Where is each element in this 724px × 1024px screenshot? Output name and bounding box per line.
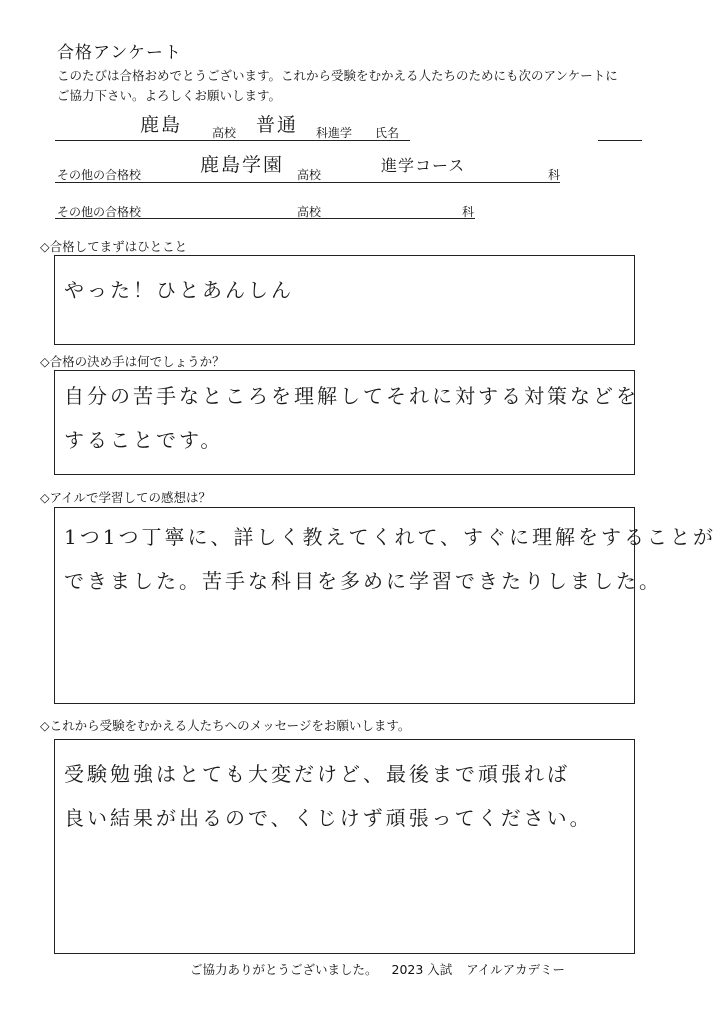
- question-1-label: ◇合格してまずはひとこと: [40, 239, 188, 254]
- intro-line-1: このたびは合格おめでとうございます。これから受験をむかえる人たちのためにも次のアンケートに: [57, 68, 618, 83]
- question-1-answer: やった！ひとあんしん: [64, 278, 294, 302]
- school-value: 鹿島: [140, 114, 183, 136]
- row2-underline: [55, 182, 560, 183]
- footer: [190, 960, 575, 978]
- other-school-suffix-1: 高校: [297, 168, 322, 182]
- footer-thanks: ご協力ありがとうございました。: [190, 962, 378, 977]
- row1-underline: [55, 140, 410, 141]
- footer-brand: アイルアカデミー: [466, 962, 566, 977]
- question-4-label: ◇これから受験をむかえる人たちへのメッセージをお願いします。: [40, 718, 411, 733]
- other-school-label-2: その他の合格校: [57, 205, 142, 219]
- other-school-suffix-2: 高校: [297, 205, 322, 219]
- other-school-value-1: 鹿島学園: [200, 154, 285, 176]
- question-3-label: ◇アイルで学習しての感想は？: [40, 490, 211, 505]
- course-label: 科進学: [316, 126, 353, 140]
- intro-line-2: ご協力下さい。よろしくお願いします。: [57, 88, 282, 103]
- name-label: 氏名: [375, 126, 400, 140]
- question-2-answer: 自分の苦手なところを理解してそれに対する対策などを することです。: [64, 384, 639, 452]
- school-label: 高校: [212, 126, 237, 140]
- form-title: 合格アンケート: [57, 43, 182, 63]
- footer-year: 2023 入試: [391, 962, 453, 977]
- other-course-suffix-1: 科: [548, 168, 561, 182]
- name-underline: [598, 140, 642, 141]
- intro-text: [57, 66, 677, 106]
- question-2-label: ◇合格の決め手は何でしょうか？: [40, 354, 225, 369]
- other-school-label-1: その他の合格校: [57, 168, 142, 182]
- question-4-answer: 受験勉強はとても大変だけど、最後まで頑張れば 良い結果が出るので、くじけず頑張ってください。: [64, 762, 593, 830]
- question-3-answer: 1つ1つ丁寧に、詳しく教えてくれて、すぐに理解をすることが できました。苦手な科目を多めに学習できたりしました。: [64, 525, 717, 593]
- course-value: 普通: [256, 114, 299, 136]
- other-course-value-1: 進学コース: [381, 156, 466, 175]
- other-course-suffix-2: 科: [462, 205, 475, 219]
- row3-underline: [55, 218, 475, 219]
